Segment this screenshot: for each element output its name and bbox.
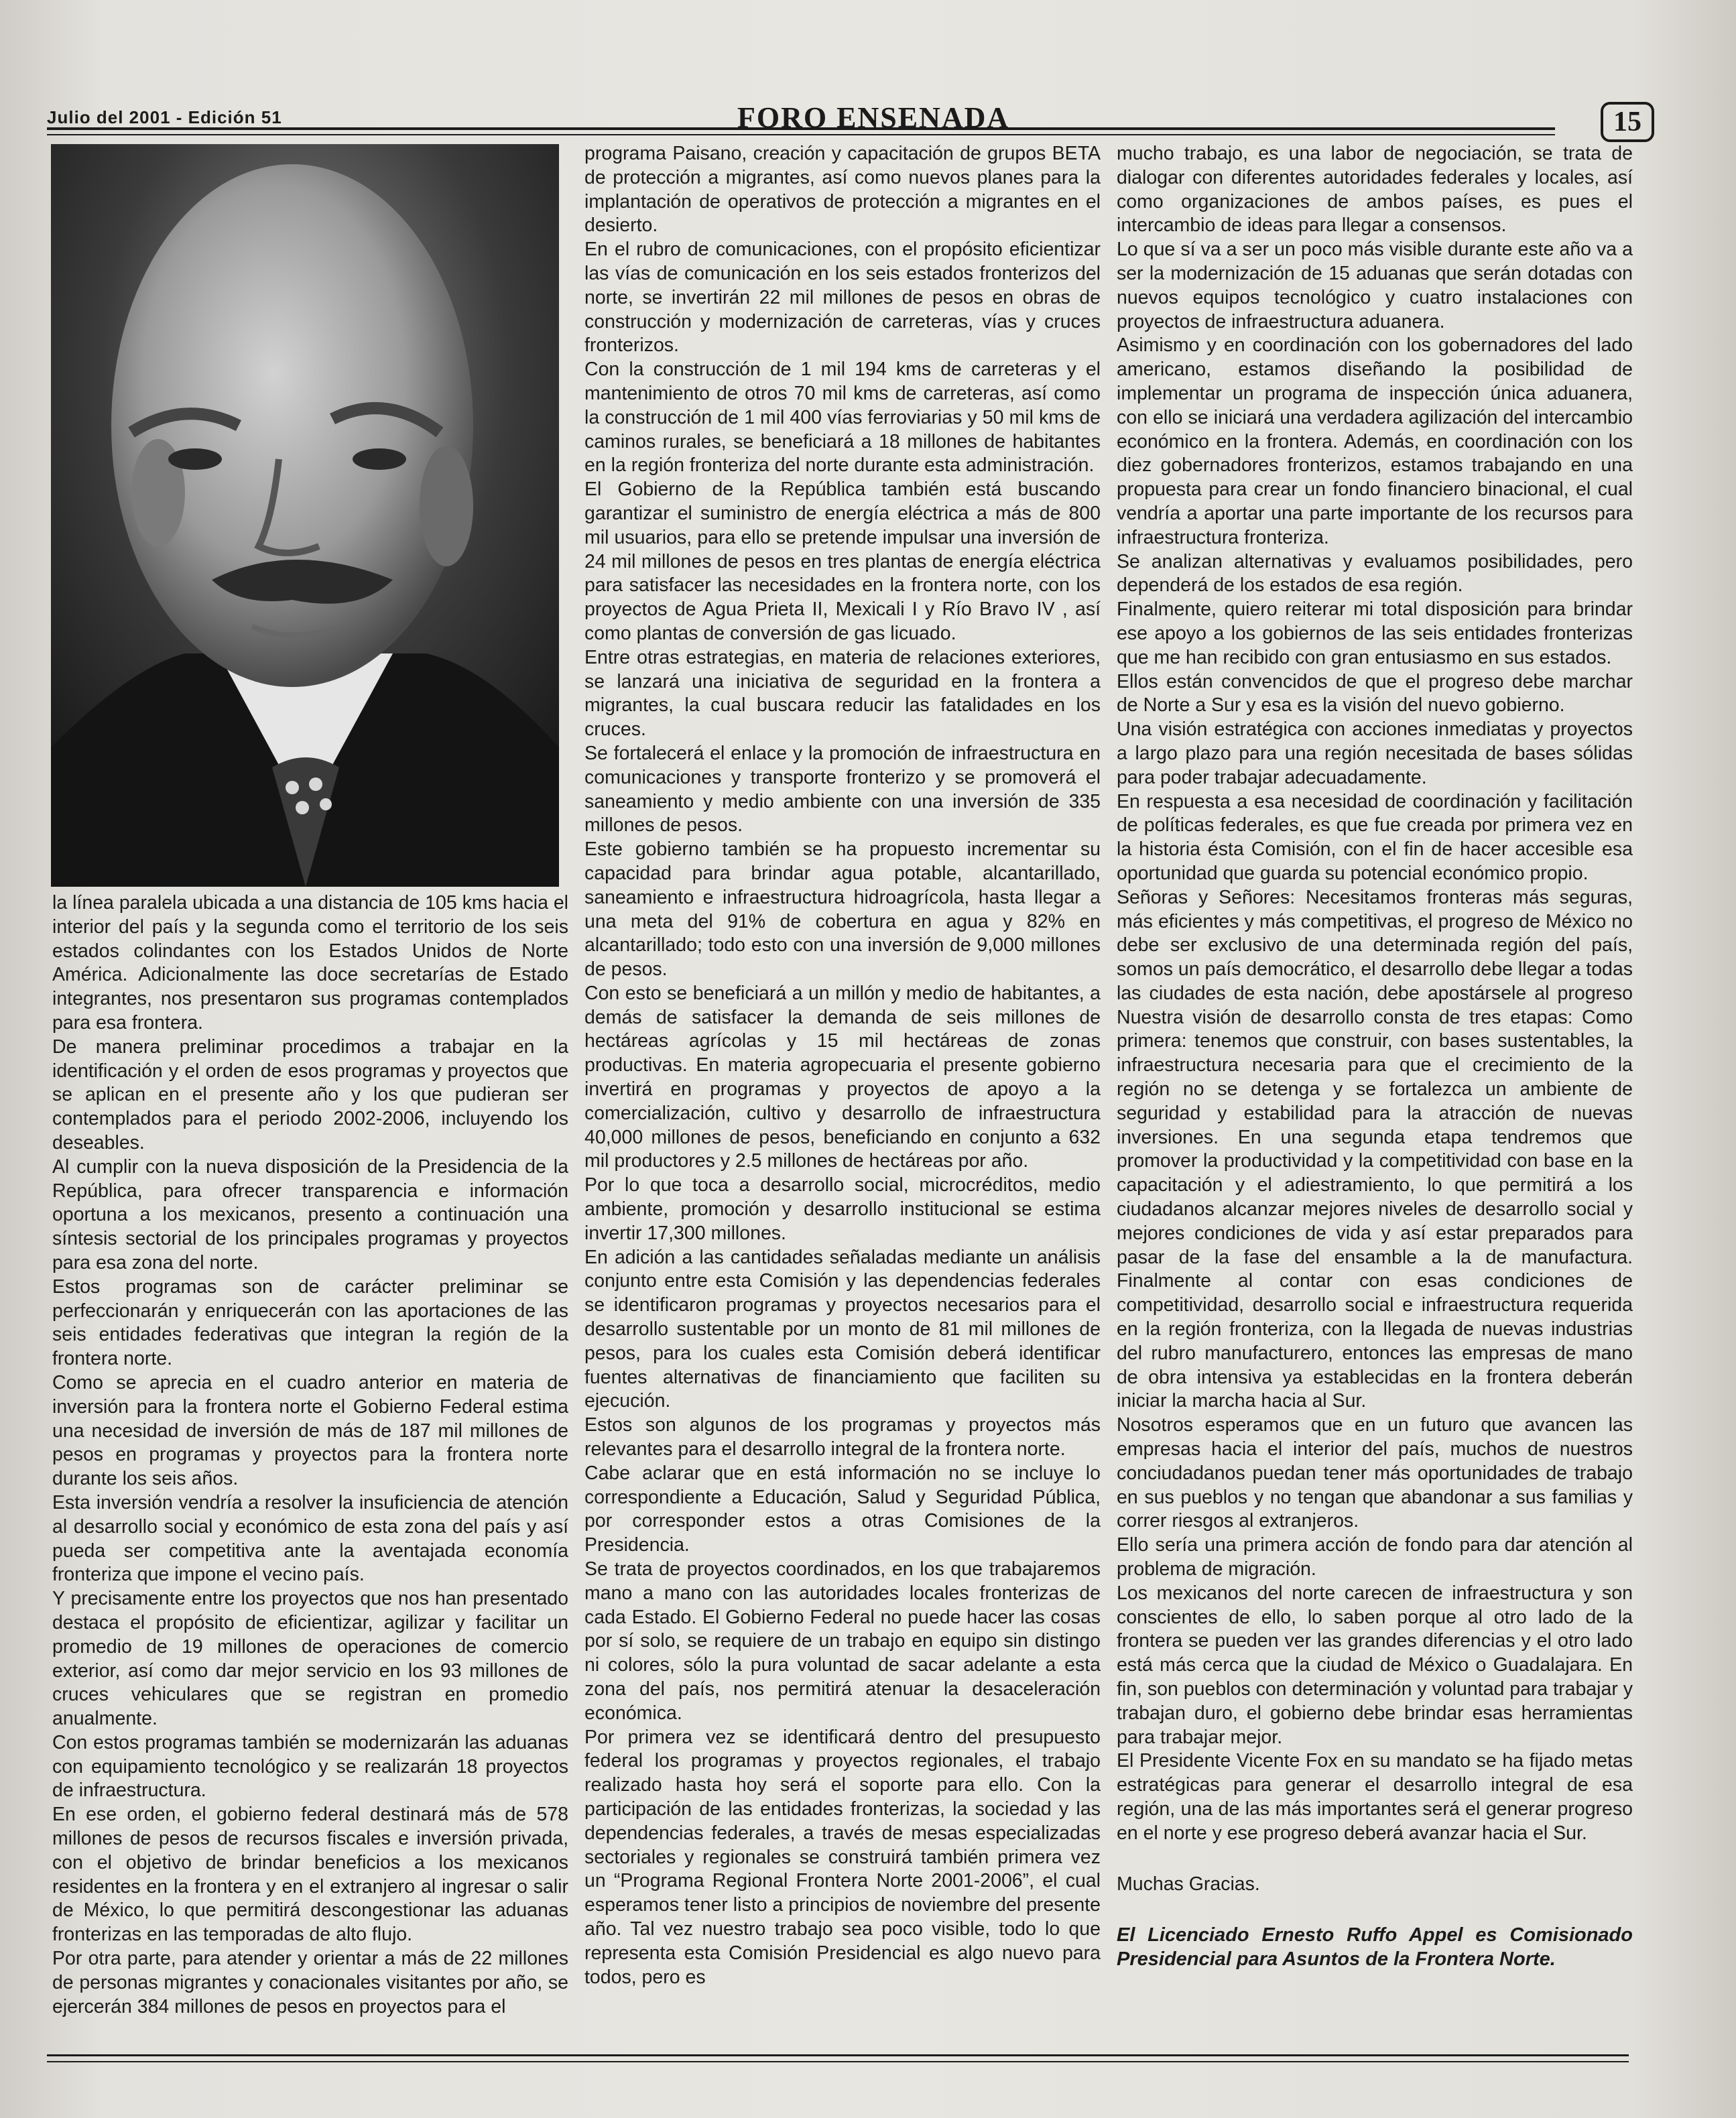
paragraph: Por lo que toca a desarrollo social, microcréditos, medio ambiente, promoción y desarrollo institucional se estima invertir 17,300 millones.: [584, 1174, 1101, 1244]
paragraph: Lo que sí va a ser un poco más visible durante este año va a ser la modernización de 15 aduanas que serán dotadas con nuevos equipos tecnológico y cuatro instalaciones con proyectos de infraestructura aduanera.: [1117, 239, 1633, 332]
article-column-3: [1117, 142, 1633, 2048]
paragraph: El Presidente Vicente Fox en su mandato se ha fijado metas estratégicas para generar el desarrollo integral de esa región, una de las más importantes será el generar progreso en el norte y ese progreso deberá avanzar hacia el Sur.: [1117, 1750, 1633, 1844]
masthead-title: FORO ENSENADA: [737, 101, 1010, 134]
paragraph: Cabe aclarar que en está información no se incluye lo correspondiente a Educación, Salud y Seguridad Pública, por corresponder estos a otras Comisiones de la Presidencia.: [584, 1462, 1101, 1556]
header-rule: [47, 127, 1555, 130]
paragraph: Nosotros esperamos que en un futuro que avancen las empresas hacia el interior del país, muchos de nuestros conciudadanos puedan tener más oportunidades de trabajo en sus pueblos y no tengan que abandonar a sus familias y correr riesgos al extranjeros.: [1117, 1414, 1633, 1532]
paragraph: En el rubro de comunicaciones, con el propósito eficientizar las vías de comunicación en los seis estados fronterizos del norte, se invertirán 22 mil millones de pesos en obras de construcción y modernización de carreteras, vías y cruces fronterizos.: [584, 239, 1101, 357]
date-edition: Julio del 2001 - Edición 51: [47, 107, 282, 127]
paragraph: En adición a las cantidades señaladas mediante un análisis conjunto entre esta Comisión y las dependencias federales se identificaron programas y proyectos necesarios para el desarrollo sustentable por un monto de 81 mil millones de pesos, para los cuales esta Comisión deberá identificar fuentes alternativas de financiamiento que faciliten su ejecución.: [584, 1246, 1101, 1412]
paragraph: Con la construcción de 1 mil 194 kms de carreteras y el mantenimiento de otros 70 mil kms de carreteras, así como la construcción de 1 mil 400 vías ferroviarias y 50 mil kms de caminos rurales, se beneficiará a 18 millones de habitantes en la región fronteriza del norte durante esta administración.: [584, 359, 1101, 477]
paragraph: Los mexicanos del norte carecen de infraestructura y son conscientes de ello, lo saben porque al otro lado de la frontera se pueden ver las grandes diferencias y el otro lado está más cerca que la ciudad de México o Guadalajara. En fin, son pueblos con determinación y voluntad para trabajar y trabajan duro, el gobierno debe brindar esas herramientas para trabajar mejor.: [1117, 1582, 1633, 1748]
closing-text: Muchas Gracias.: [1117, 1873, 1260, 1895]
paragraph: Con estos programas también se modernizarán las aduanas con equipamiento tecnológico y se realizarán 18 proyectos de infraestructura.: [52, 1731, 568, 1802]
portrait-photo: [51, 144, 559, 887]
paragraph: Una visión estratégica con acciones inmediatas y proyectos a largo plazo para una región necesitada de bases sólidas para poder trabajar adecuadamente.: [1117, 719, 1633, 788]
paragraph: Asimismo y en coordinación con los gobernadores del lado americano, estamos diseñando la posibilidad de implementar un programa de inspección única aduanera, con ello se iniciará una verdadera agilización del intercambio económico en la frontera. Además, en coordinación con los diez gobernadores fronterizos, estamos trabajando en una propuesta para crear un fondo financiero binacional, el cual vendría a aportar una parte importante de los recursos para infraestructura fronteriza.: [1117, 334, 1633, 548]
footer-rule: [47, 2054, 1629, 2056]
paragraph: Como se aprecia en el cuadro anterior en materia de inversión para la frontera norte el Gobierno Federal estima una necesidad de inversión de más de 187 mil millones de pesos en programas y proyectos para la frontera norte durante los seis años.: [52, 1371, 568, 1490]
spacer: [1117, 1846, 1633, 1873]
paragraph: Se fortalecerá el enlace y la promoción de infraestructura en comunicaciones y transporte fronterizo y se promoverá el saneamiento y medio ambiente con una inversión de 335 millones de pesos.: [584, 742, 1101, 836]
paragraph: De manera preliminar procedimos a trabajar en la identificación y el orden de esos programas y proyectos que se aplican en el presente año y los que pudieran ser contemplados para el periodo 2002-2006, incluyendo los deseables.: [52, 1036, 568, 1154]
paragraph: Ello sería una primera acción de fondo para dar atención al problema de migración.: [1117, 1534, 1633, 1580]
paragraph: Esta inversión vendría a resolver la insuficiencia de atención al desarrollo social y económico de esta zona del país y así pueda ser competitiva ante la aventajada economía fronteriza que impone el vecino país.: [52, 1491, 568, 1586]
paragraph: Entre otras estrategias, en materia de relaciones exteriores, se lanzará una iniciativa de seguridad en la frontera a migrantes, la cual buscara reducir las fatalidades en los cruces.: [584, 646, 1101, 741]
paragraph: Ellos están convencidos de que el progreso debe marchar de Norte a Sur y esa es la visión del nuevo gobierno.: [1117, 670, 1633, 717]
footer-rule-thin: [47, 2061, 1629, 2062]
page-number: 15: [1601, 102, 1654, 142]
paragraph: programa Paisano, creación y capacitación de grupos BETA de protección a migrantes, así como nuevos planes para la implantación de operativos de protección a migrantes en el desierto.: [584, 143, 1101, 237]
paragraph: Este gobierno también se ha propuesto incrementar su capacidad para brindar agua potable, alcantarillado, saneamiento e infraestructura hidroagrícola, hasta llegar a una meta del 91% de cobertura en agua y 82% en alcantarillado; todo esto con una inversión de 9,000 millones de pesos.: [584, 838, 1101, 981]
portrait-illustration: [51, 144, 559, 887]
paragraph: Con esto se beneficiará a un millón y medio de habitantes, a demás de satisfacer la demanda de seis millones de hectáreas agrícolas y 15 mil hectáreas de zonas productivas. En materia agropecuaria el presente gobierno invertirá en programas y proyectos de apoyo a la comercialización, cultivo y desarrollo de infraestructura 40,000 millones de pesos, beneficiando en conjunto a 632 mil productores y 2.5 millones de hectáreas por año.: [584, 982, 1101, 1172]
paragraph: Al cumplir con la nueva disposición de la Presidencia de la República, para ofrecer transparencia e información oportuna a los mexicanos, presento a continuación una síntesis sectorial de los principales programas y proyectos para esa zona del norte.: [52, 1156, 568, 1273]
paragraph: Estos son algunos de los programas y proyectos más relevantes para el desarrollo integral de la frontera norte.: [584, 1414, 1101, 1460]
paragraph: Señoras y Señores: Necesitamos fronteras más seguras, más eficientes y más competitivas, el progreso de México no debe ser exclusivo de una determinada región del país, somos un país democrático, el desarrollo debe llegar a todas las ciudades de esta nación, debe apostársele al progreso Nuestra visión de desarrollo consta de tres etapas: Como primera: tenemos que construir, con bases sustentables, la infraestructura necesaria para que el crecimiento de la región no se detenga y se fortalezca un ambiente de seguridad y estabilidad para la atracción de nuevas inversiones. En una segunda etapa tendremos que promover la productividad y la competitividad con base en la capacitación y el adiestramiento, lo que permitirá a los ciudadanos alcanzar mejores niveles de desarrollo social y mejores condiciones de vida y así estar preparados para pasar de la fase del ensamble a la de manufactura. Finalmente al contar con esas condiciones de competitividad, desarrollo social e infraestructura requerida en la región fronteriza, con la llegada de nuevas industrias del rubro manufacturero, entonces las empresas de mano de obra intensiva ya establecidas en la frontera deberán iniciar la marcha hacia al Sur.: [1117, 886, 1633, 1412]
paragraph: En respuesta a esa necesidad de coordinación y facilitación de políticas federales, es que fue creada por primera vez en la historia ésta Comisión, con el fin de hacer accesible esa oportunidad que guarda su potencial económico propio.: [1117, 790, 1633, 884]
paragraph: Por otra parte, para atender y orientar a más de 22 millones de personas migrantes y conacionales visitantes por año, se ejercerán 384 millones de pesos en proyectos para el: [52, 1948, 568, 2017]
paragraph: En ese orden, el gobierno federal destinará más de 578 millones de pesos de recursos fiscales e inversión privada, con el objetivo de brindar beneficios a los mexicanos residentes en la frontera y en el extranjero al ingresar o salir de México, lo que permitirá descongestionar las aduanas fronterizas en las temporadas de alto flujo.: [52, 1804, 568, 1946]
article-column-1: [52, 891, 568, 2048]
paragraph: Por primera vez se identificará dentro del presupuesto federal los programas y proyectos regionales, el trabajo realizado hasta hoy será el soporte para ello. Con la participación de las entidades fronterizas, la sociedad y las dependencias federales, a través de mesas especializadas sectoriales y regionales se construirá también primera vez un “Programa Regional Frontera Norte 2001-2006”, el cual esperamos tener listo a principios de noviembre del presente año. Tal vez nuestro trabajo sea poco visible, todo lo que representa esta Comisión Presidencial es algo nuevo para todos, pero es: [584, 1726, 1101, 1988]
article-column-2: [584, 142, 1101, 2048]
paragraph: mucho trabajo, es una labor de negociación, se trata de dialogar con diferentes autoridades federales y locales, así como organizaciones de ambos países, es pues el intercambio de ideas para llegar a consensos.: [1117, 143, 1633, 237]
paragraph: Y precisamente entre los proyectos que nos han presentado destaca el propósito de eficientizar, agilizar y facilitar un promedio de 19 millones de operaciones de comercio exterior, así como dar mejor servicio en los 93 millones de cruces vehiculares que se registran en promedio anualmente.: [52, 1588, 568, 1730]
paragraph: Estos programas son de carácter preliminar se perfeccionarán y enriquecerán con las aportaciones de las seis entidades federativas que integran la región de la frontera norte.: [52, 1275, 568, 1370]
paragraph: Finalmente, quiero reiterar mi total disposición para brindar ese apoyo a los gobiernos de las seis entidades fronterizas que me han recibido con gran entusiasmo en sus estados.: [1117, 599, 1633, 668]
paragraph: El Gobierno de la República también está buscando garantizar el suministro de energía eléctrica a más de 800 mil usuarios, para ello se pretende impulsar una inversión de 24 mil millones de pesos en tres plantas de energía eléctrica para satisfacer las necesidades en la frontera norte, con los proyectos de Agua Prieta II, Mexicali I y Río Bravo IV , así como plantas de conversión de gas licuado.: [584, 479, 1101, 644]
paragraph: Se analizan alternativas y evaluamos posibilidades, pero dependerá de los estados de esa región.: [1117, 550, 1633, 597]
header-rule-thin: [47, 134, 1555, 135]
paragraph: la línea paralela ubicada a una distancia de 105 kms hacia el interior del país y la segunda como el territorio de los seis estados colindantes con los Estados Unidos de Norte América. Adicionalmente las doce secretarías de Estado integrantes, nos presentaron sus programas contemplados para esa frontera.: [52, 892, 568, 1034]
spacer: [1117, 1896, 1633, 1923]
author-byline: El Licenciado Ernesto Ruffo Appel es Comisionado Presidencial para Asuntos de la Frontera Norte.: [1117, 1924, 1633, 1971]
paragraph: Se trata de proyectos coordinados, en los que trabajaremos mano a mano con las autoridades locales fronterizas de cada Estado. El Gobierno Federal no puede hacer las cosas por sí solo, se requiere de un trabajo en equipo sin distingo ni colores, sólo la pura voluntad de sacar adelante a esta zona del país, nos permitirá atenuar la desaceleración económica.: [584, 1558, 1101, 1724]
